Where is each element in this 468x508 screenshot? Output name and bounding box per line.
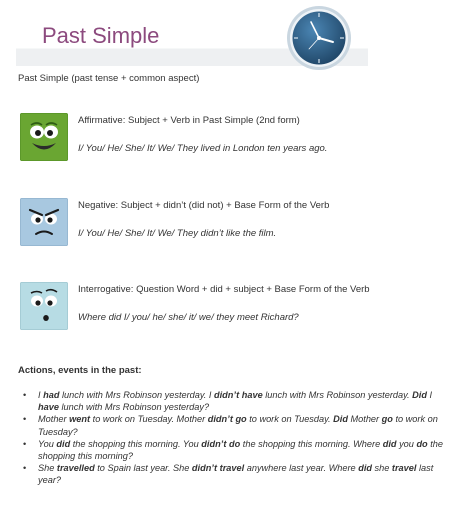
verb-form: didn’t go <box>207 414 247 425</box>
actions-heading: Actions, events in the past: <box>18 365 142 376</box>
sentence-text: the shopping this morning. You <box>70 438 202 449</box>
list-item <box>18 413 448 437</box>
sentence-text: lunch with Mrs Robinson yesterday. I <box>59 390 215 400</box>
page-title: Past Simple <box>42 23 160 48</box>
angry-face-icon <box>20 198 68 246</box>
subtitle: Past Simple (past tense + common aspect) <box>18 73 200 84</box>
sentence-text: she <box>372 463 392 474</box>
affirmative-example: I/ You/ He/ She/ It/ We/ They lived in London ten years ago. <box>78 143 328 154</box>
interrogative-example: Where did I/ you/ he/ she/ it/ we/ they meet Richard? <box>78 312 299 323</box>
verb-form: did <box>382 438 397 449</box>
list-item <box>18 462 448 486</box>
bullet-icon: • <box>23 390 27 400</box>
negative-rule: Negative: Subject + didn’t (did not) + Base Form of the Verb <box>78 200 330 211</box>
sentence-text: you <box>396 438 417 449</box>
clock-icon <box>286 5 352 71</box>
sentence-text: last year? <box>38 463 434 486</box>
bullet-icon: • <box>23 414 27 425</box>
sentence-text: Mother <box>38 414 70 425</box>
sentence-text: to work on Tuesday. <box>246 414 334 425</box>
actions-list <box>18 389 448 487</box>
sentence-text: to work on Tuesday. Mother <box>90 414 208 425</box>
sentence-text: I <box>426 390 433 400</box>
negative-example: I/ You/ He/ She/ It/ We/ They didn’t like the film. <box>78 228 277 239</box>
bullet-icon: • <box>23 438 27 449</box>
sentence-text: lunch with Mrs Robinson yesterday. <box>262 390 413 400</box>
verb-form: didn’t do <box>201 438 241 449</box>
sentence-text: She <box>38 463 57 474</box>
verb-form: travel <box>391 463 417 474</box>
verb-form: have <box>38 402 59 413</box>
interrogative-rule: Interrogative: Question Word + did + subject + Base Form of the Verb <box>78 284 370 295</box>
questioning-face-icon <box>20 282 68 330</box>
happy-face-icon <box>20 113 68 161</box>
sentence-text: to Spain last year. She <box>94 463 192 474</box>
verb-form: had <box>43 390 60 400</box>
sentence-text: the shopping this morning? <box>38 438 443 462</box>
bullet-icon: • <box>23 463 27 474</box>
verb-form: did <box>56 438 71 449</box>
sentence-text: You <box>38 438 57 449</box>
sentence-text: to work on Tuesday? <box>38 414 438 437</box>
sentence-text: Mother <box>347 414 382 425</box>
verb-form: travelled <box>56 463 95 474</box>
verb-form: went <box>69 414 91 425</box>
affirmative-rule: Affirmative: Subject + Verb in Past Simple (2nd form) <box>78 115 300 126</box>
sentence-text: the shopping this morning. Where <box>240 438 383 449</box>
list-item <box>18 389 448 413</box>
sentence-text: anywhere last year. Where <box>244 463 359 474</box>
verb-form: go <box>381 414 393 425</box>
list-item <box>18 438 448 462</box>
verb-form: did <box>358 463 372 474</box>
verb-form: Did <box>412 390 427 400</box>
sentence-text: I <box>38 390 44 400</box>
verb-form: didn’t have <box>214 390 263 400</box>
verb-form: didn’t travel <box>191 463 245 474</box>
verb-form: do <box>416 438 428 449</box>
sentence-text: lunch with Mrs Robinson yesterday? <box>58 402 210 413</box>
verb-form: Did <box>333 414 348 425</box>
